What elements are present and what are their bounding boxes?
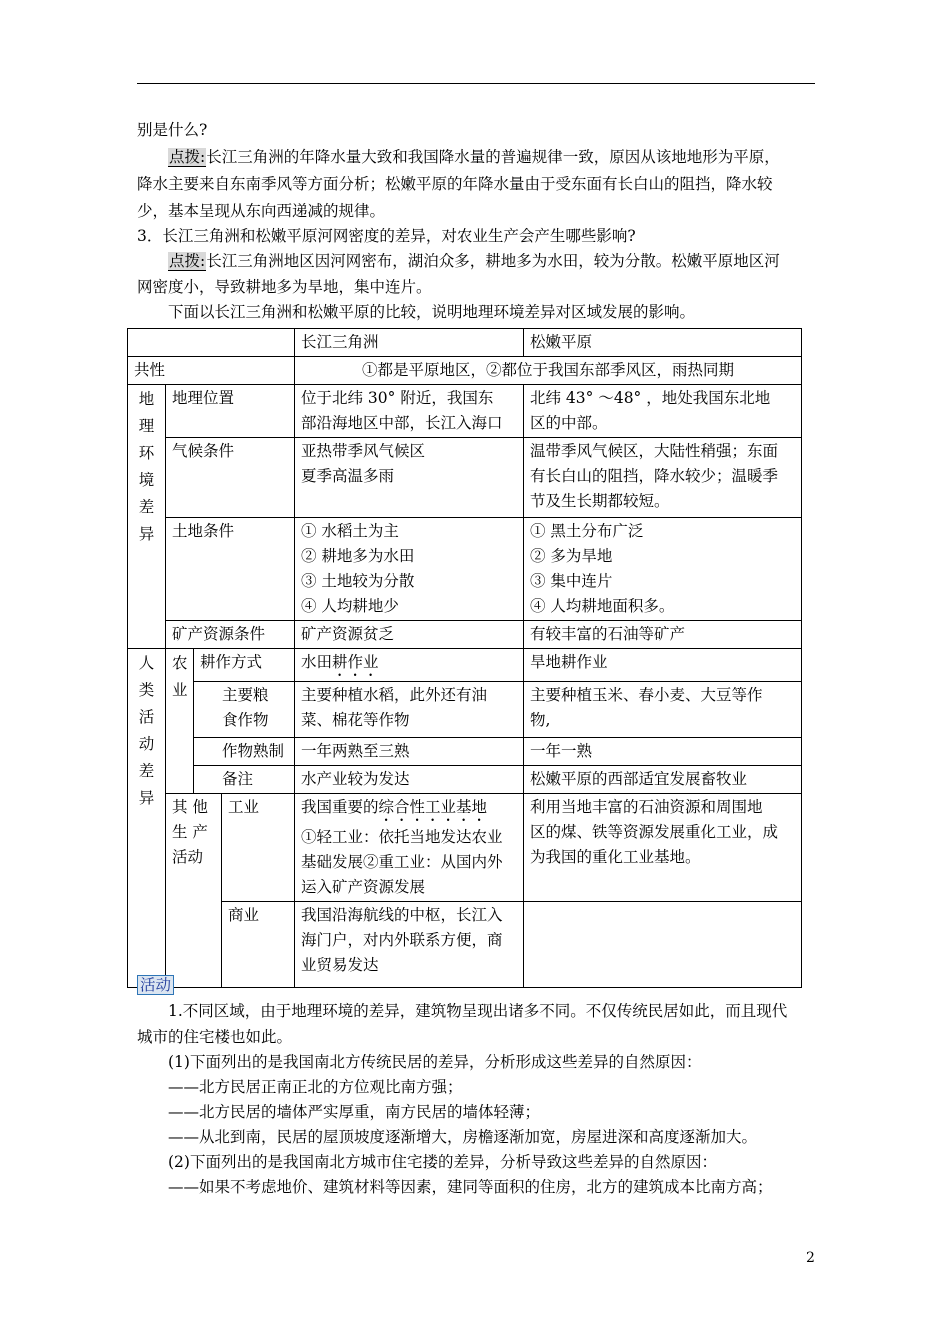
common-label: 共性: [128, 357, 295, 385]
commerce-label: 商业: [222, 902, 295, 988]
location-yangtze: 位于北纬 30° 附近，我国东 部沿海地区中部，长江入海口: [295, 385, 524, 438]
list-item: ——北方民居的墙体严实厚重，南方民居的墙体轻薄；: [168, 1103, 541, 1121]
hint-label: 点拨:: [169, 148, 206, 166]
table-row: [128, 682, 802, 738]
table-row: [128, 329, 802, 357]
farming-label: 耕作方式: [194, 649, 295, 682]
activity-p1-line1: 1.不同区域，由于地理环境的差异，建筑物呈现出诸多不同。不仅传统民居如此，而且现代: [168, 1002, 788, 1020]
table-row: [128, 649, 802, 682]
location-label: 地理位置: [166, 385, 295, 438]
list-item: ——从北到南，民居的屋顶坡度逐渐增大，房檐逐渐加宽，房屋进深和高度逐渐加大。: [168, 1128, 758, 1146]
note-songnen: 松嫩平原的西部适宜发展畜牧业: [524, 766, 802, 794]
corner-cell: [128, 329, 295, 357]
hint-1-line-1: 点拨:长江三角洲的年降水量大致和我国降水量的普遍规律一致，原因从该地地形为平原，: [169, 148, 780, 166]
mineral-yangtze: 矿产资源贫乏: [295, 621, 524, 649]
crops-songnen: 主要种植玉米、春小麦、大豆等作 物,: [524, 682, 802, 738]
activity-sub-2: (2)下面列出的是我国南北方城市住宅搂的差异，分析导致这些差异的自然原因：: [168, 1153, 717, 1171]
industry-label: 工业: [222, 794, 295, 902]
header-songnen: 松嫩平原: [524, 329, 802, 357]
hint-label: 点拨:: [169, 252, 206, 270]
crops-label: 主要粮 食作物: [194, 682, 295, 738]
note-yangtze: 水产业较为发达: [295, 766, 524, 794]
table-row: [128, 794, 802, 902]
hint-1-line-2: 降水主要来自东南季风等方面分析；松嫩平原的年降水量由于受东面有长白山的阻挡，降水较: [137, 175, 773, 193]
activity-sub-1: (1)下面列出的是我国南北方传统民居的差异，分析形成这些差异的自然原因：: [168, 1053, 702, 1071]
list-item: ——北方民居正南正北的方位观比南方强；: [168, 1078, 463, 1096]
ripen-yangtze: 一年两熟至三熟: [295, 738, 524, 766]
hint-2-line-1: 点拨:长江三角洲地区因河网密布，湖泊众多，耕地多为水田，较为分散。松嫩平原地区河: [169, 252, 780, 270]
land-yangtze: ① 水稻土为主 ② 耕地多为水田 ③ 土地较为分散 ④ 人均耕地少: [295, 518, 524, 621]
table-row: [128, 518, 802, 621]
note-label: 备注: [194, 766, 295, 794]
farming-songnen: 旱地耕作业: [524, 649, 802, 682]
table-row: [128, 438, 802, 518]
mineral-songnen: 有较丰富的石油等矿产: [524, 621, 802, 649]
activity-p1-line2: 城市的住宅楼也如此。: [137, 1028, 293, 1046]
hint-1-line-3: 少，基本呈现从东向西递减的规律。: [137, 202, 386, 220]
page-number: 2: [806, 1250, 815, 1266]
question-3: 3．长江三角洲和松嫩平原河网密度的差异，对农业生产会产生哪些影响?: [137, 227, 636, 245]
mineral-label: 矿产资源条件: [166, 621, 295, 649]
commerce-yangtze: 我国沿海航线的中枢，长江入 海门户，对内外联系方便，商 业贸易发达: [295, 902, 524, 988]
geo-diff-group: 地 理 环 境 差 异: [128, 385, 166, 649]
land-songnen: ① 黑土分布广泛 ② 多为旱地 ③ 集中连片 ④ 人均耕地面积多。: [524, 518, 802, 621]
other-production-group: 其 他 生 产 活动: [166, 794, 222, 988]
table-row: [128, 385, 802, 438]
header-yangtze: 长江三角洲: [295, 329, 524, 357]
table-row: [128, 357, 802, 385]
activity-label: 活动: [137, 975, 174, 995]
comparison-table: [127, 328, 802, 988]
intro-text: 下面以长江三角洲和松嫩平原的比较，说明地理环境差异对区域发展的影响。: [168, 303, 696, 321]
table-row: [128, 738, 802, 766]
climate-yangtze: 亚热带季风气候区 夏季高温多雨: [295, 438, 524, 518]
table-row: [128, 621, 802, 649]
crops-yangtze: 主要种植水稻，此外还有油 菜、棉花等作物: [295, 682, 524, 738]
continuation-text: 别是什么?: [137, 121, 208, 139]
climate-label: 气候条件: [166, 438, 295, 518]
climate-songnen: 温带季风气候区，大陆性稍强；东面 有长白山的阻挡，降水较少；温暖季 节及生长期都较短。: [524, 438, 802, 518]
industry-songnen: 利用当地丰富的石油资源和周围地 区的煤、铁等资源发展重化工业，成 为我国的重化工业基地。: [524, 794, 802, 902]
header-rule: [137, 83, 815, 84]
location-songnen: 北纬 43° ～48° ，地处我国东北地 区的中部。: [524, 385, 802, 438]
industry-yangtze: 我国重要的综合性工业基地 ①轻工业：依托当地发达农业 基础发展②重工业：从国内外 运入矿产资源发展: [295, 794, 524, 902]
ripen-label: 作物熟制: [194, 738, 295, 766]
table-row: [128, 766, 802, 794]
human-diff-group: 人 类 活 动 差 异: [128, 649, 166, 988]
list-item: ——如果不考虑地价、建筑材料等因素，建同等面积的住房，北方的建筑成本比南方高；: [168, 1178, 773, 1196]
common-value: ①都是平原地区，②都位于我国东部季风区，雨热同期: [295, 357, 802, 385]
farming-yangtze: 水田耕作业: [295, 649, 524, 682]
activity-heading: [137, 972, 817, 999]
hint-2-line-2: 网密度小，导致耕地多为旱地，集中连片。: [137, 278, 432, 296]
land-label: 土地条件: [166, 518, 295, 621]
ripen-songnen: 一年一熟: [524, 738, 802, 766]
agriculture-group: 农 业: [166, 649, 194, 794]
